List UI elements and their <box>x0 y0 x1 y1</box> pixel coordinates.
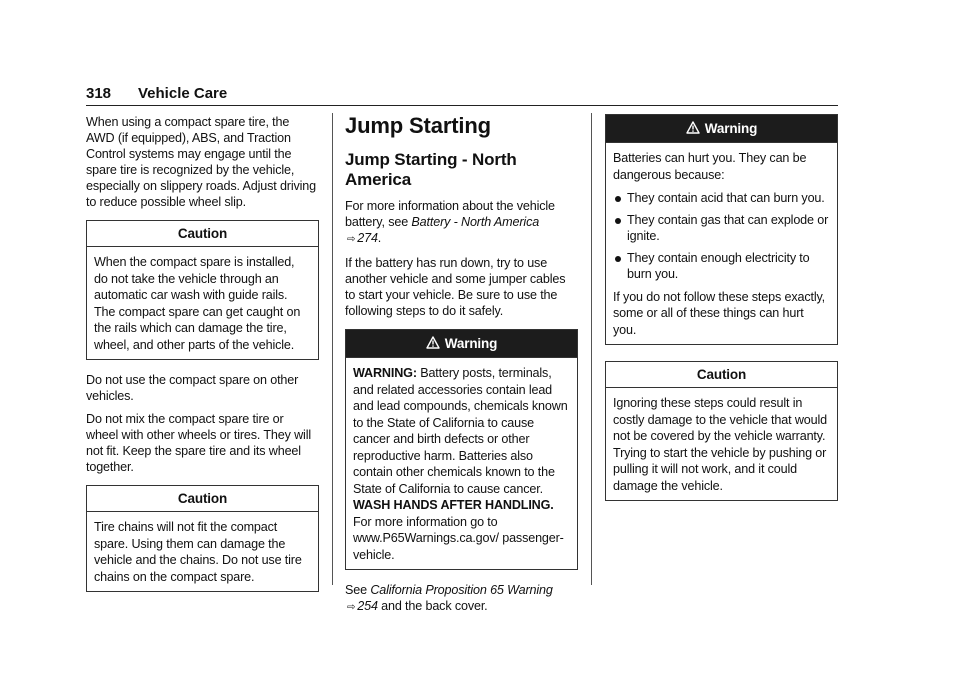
prop65-reference-link[interactable]: California Proposition 65 Warning <box>370 583 553 597</box>
column-right <box>605 114 838 513</box>
list-item: They contain gas that can explode or ignite. <box>613 212 830 245</box>
column-divider <box>591 113 592 585</box>
warning-text: WARNING: Battery posts, terminals, and related accessories contain lead and lead compounds, chemicals known to the State of California to cause cancer and birth defects or other reproductive harm. Batteries also contain other chemicals known to the State of California to cause cancer. WASH HANDS AFTER HANDLING. For more information go to www.P65Warnings.ca.gov/ passenger-vehicle. <box>353 366 568 562</box>
caution-title: Caution <box>606 362 837 388</box>
caution-box <box>86 485 319 592</box>
section-title: Vehicle Care <box>138 85 228 102</box>
caution-box <box>605 361 838 501</box>
page-reference-link[interactable]: 274 <box>357 231 378 245</box>
warning-header <box>606 115 837 143</box>
paragraph: Do not mix the compact spare tire or wheel with other wheels or tires. They will not fit. Keep the spare tire and its wheel together. <box>86 412 311 474</box>
warning-icon <box>426 336 440 349</box>
caution-title: Caution <box>87 486 318 512</box>
warning-title: Warning <box>444 336 498 351</box>
column-middle <box>345 114 578 623</box>
paragraph: If the battery has run down, try to use another vehicle and some jumper cables to start your vehicle. Be sure to use the following steps to do it safely. <box>345 256 566 318</box>
paragraph: Do not use the compact spare on other vehicles. <box>86 373 299 403</box>
warning-icon <box>686 121 700 134</box>
battery-reference-link[interactable]: Battery - North America <box>411 215 540 229</box>
intro-paragraph: When using a compact spare tire, the AWD (if equipped), ABS, and Traction Control systems may engage until the spare tire is recognized by the vehicle, especially on slippery roads. Adjust driving to reduce possible wheel slip. <box>86 115 317 209</box>
caution-title: Caution <box>87 221 318 247</box>
paragraph: See California Proposition 65 Warning ⇨ 254 and the back cover. <box>345 583 553 613</box>
caution-text: Tire chains will not fit the compact spare. Using them can damage the vehicle and the chains. Do not use tire chains on the compact spare. <box>94 520 302 584</box>
page-ref-icon: ⇨ <box>347 234 356 245</box>
page-number: 318 <box>86 85 112 102</box>
warning-box <box>605 114 838 345</box>
warning-title: Warning <box>704 121 758 136</box>
caution-text: Ignoring these steps could result in costly damage to the vehicle that would not be covered by the vehicle warranty. Trying to start the vehicle by pushing or pulling it will not work, and it could damage the vehicle. <box>613 396 827 493</box>
warning-bullet-list <box>613 190 830 283</box>
warning-intro: Batteries can hurt you. They can be dangerous because: <box>613 151 807 182</box>
column-left <box>86 114 319 604</box>
list-item: They contain enough electricity to burn you. <box>613 250 830 283</box>
section-heading: Jump Starting <box>345 113 491 138</box>
list-item: They contain acid that can burn you. <box>613 190 830 207</box>
subsection-heading: Jump Starting - North America <box>345 150 517 189</box>
warning-box <box>345 329 578 570</box>
paragraph: For more information about the vehicle battery, see Battery - North America ⇨ 274. <box>345 199 555 245</box>
column-divider <box>332 113 333 585</box>
caution-box <box>86 220 319 360</box>
warning-header <box>346 330 577 358</box>
page-header <box>86 84 838 106</box>
page-ref-icon: ⇨ <box>347 602 356 613</box>
page-reference-link[interactable]: 254 <box>357 599 378 613</box>
caution-text: When the compact spare is installed, do not take the vehicle through an automatic car wash with guide rails. The compact spare can get caught on the rails which can damage the tire, wheel, and other parts of the vehicle. <box>94 255 301 352</box>
warning-outro: If you do not follow these steps exactly, some or all of these things can hurt you. <box>613 289 826 337</box>
